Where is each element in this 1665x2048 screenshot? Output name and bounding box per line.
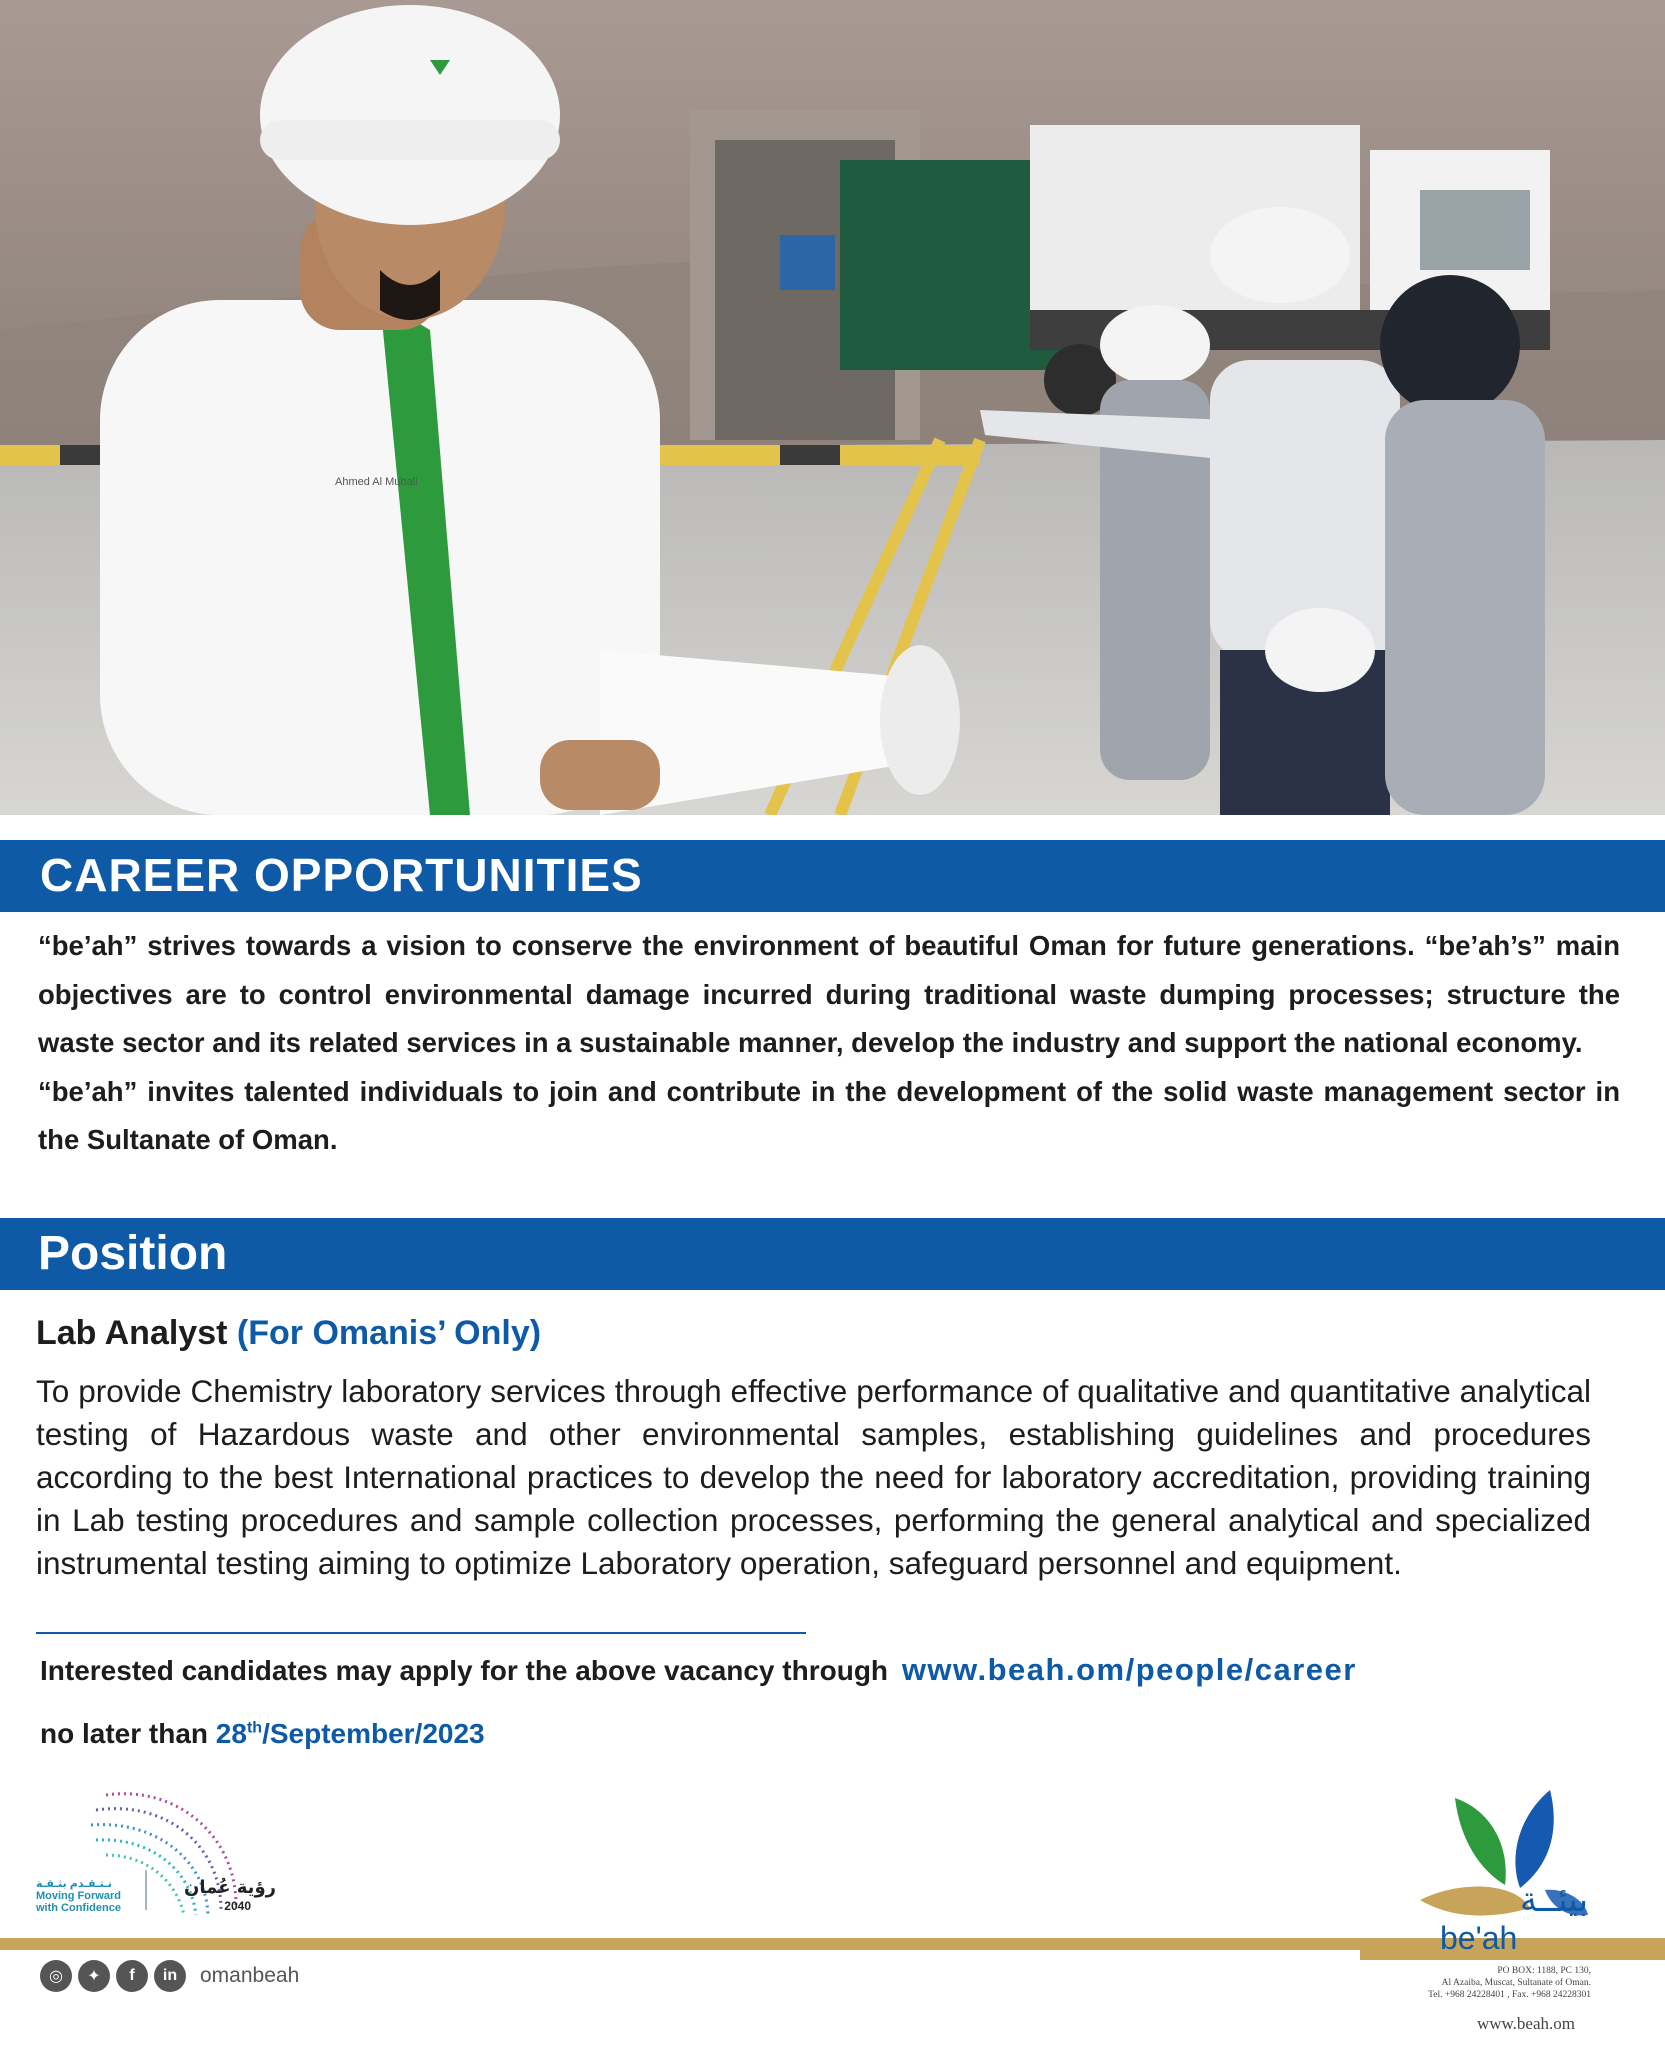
vision-tagline	[36, 1878, 121, 1914]
facebook-icon[interactable]: f	[116, 1960, 148, 1992]
leaf-green-icon	[1455, 1798, 1506, 1885]
leaf-gold-icon	[1420, 1887, 1530, 1916]
social-handle[interactable]: omanbeah	[200, 1964, 300, 1987]
position-heading: Position	[38, 1227, 228, 1280]
twitter-icon[interactable]: ✦	[78, 1960, 110, 1992]
apply-text: Interested candidates may apply for the above vacancy through	[40, 1655, 889, 1686]
leaf-blue-icon	[1515, 1790, 1553, 1888]
section-divider	[36, 1632, 806, 1634]
intro-text	[38, 922, 1620, 1165]
deadline-month-year: /September/2023	[262, 1718, 485, 1749]
deadline-label: no later than	[40, 1718, 209, 1749]
deadline-date	[216, 1718, 485, 1749]
tagline-en-2: with Confidence	[36, 1902, 121, 1914]
address-line-1: PO BOX: 1188, PC 130,	[1497, 1966, 1591, 1976]
position-description: To provide Chemistry laboratory services through effective performance of qualitative and quantitative analytical testing of Hazardous waste and other environmental samples, establishing guidelines and procedures according to the best International practices to develop the need for laboratory accreditation, providing training in Lab testing procedures and sample collection processes, performing the general analytical and specialized instrumental testing aiming to optimize Laboratory operation, safeguard personnel and equipment.	[36, 1373, 1591, 1581]
career-heading-band	[0, 840, 1665, 912]
apply-link[interactable]: www.beah.om/people/career	[901, 1652, 1357, 1687]
address-line-3: Tel. +968 24228401 , Fax. +968 24228301	[1428, 1990, 1591, 2000]
intro-paragraph-1: “be’ah” strives towards a vision to conserve the environment of beautiful Oman for future generations. “be’ah’s” main objectives are to control environmental damage incurred during traditional waste dumping processes; structure the waste sector and its related services in a sustainable manner, develop the industry and support the national economy.	[38, 930, 1620, 1058]
tagline-en-1: Moving Forward	[36, 1890, 121, 1902]
position-heading-band	[0, 1218, 1665, 1290]
badge-name: Ahmed Al Mubali	[335, 476, 418, 488]
apply-instructions	[40, 1652, 1357, 1688]
beah-logo-text: be'ah	[1440, 1920, 1518, 1956]
instagram-icon[interactable]: ◎	[40, 1960, 72, 1992]
company-website[interactable]: www.beah.om	[1476, 2014, 1575, 2033]
vision-arabic: رؤية عُمان	[184, 1877, 276, 1898]
deadline	[40, 1718, 485, 1750]
tagline-arabic: نـتـقـدم بثـقـة	[36, 1878, 113, 1890]
company-address	[1331, 1965, 1591, 2001]
deadline-day: 28	[215, 1718, 247, 1749]
beah-logo-arabic: بيئــة	[1520, 1880, 1589, 1920]
vision-year: 2040	[224, 1899, 251, 1913]
linkedin-icon[interactable]: in	[154, 1960, 186, 1992]
address-line-2: Al Azaiba, Muscat, Sultanate of Oman.	[1441, 1978, 1591, 1988]
hero-photo	[0, 0, 1665, 815]
vision-separator	[145, 1870, 147, 1910]
career-heading: CAREER OPPORTUNITIES	[40, 849, 643, 901]
position-title	[36, 1314, 541, 1353]
social-links	[40, 1960, 299, 1992]
intro-paragraph-2: “be’ah” invites talented individuals to join and contribute in the development of the solid waste management sector in the Sultanate of Oman.	[38, 1075, 1620, 1155]
position-eligibility-note: (For Omanis’ Only)	[236, 1314, 542, 1352]
deadline-day-suffix: th	[246, 1719, 263, 1737]
position-name: Lab Analyst	[36, 1314, 228, 1352]
